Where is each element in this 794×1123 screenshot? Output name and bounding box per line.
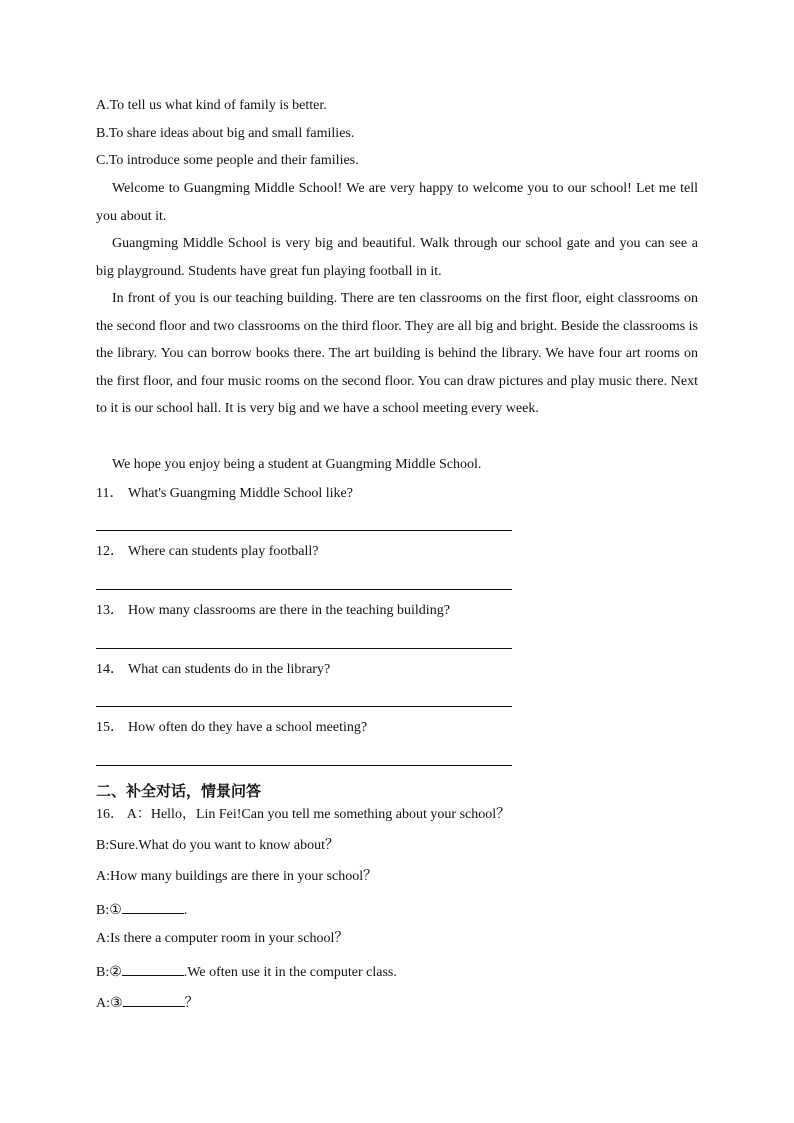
answer-blank-1[interactable] (122, 899, 184, 914)
question-number: 14． (96, 662, 124, 677)
answer-line-14[interactable] (96, 706, 512, 707)
question-number: 13． (96, 603, 124, 618)
passage-paragraph-3 (96, 285, 698, 423)
passage-text: Welcome to Guangming Middle School! We are very happy to welcome you to our school! Let me tell you about it. (96, 181, 698, 224)
dialogue-line-1: 16． A：Hello，Lin Fei!Can you tell me something about your school？ (96, 807, 511, 822)
question-text: How often do they have a school meeting? (128, 720, 368, 735)
dialogue-line-3: A:How many buildings are there in your school？ (96, 869, 378, 884)
question-number: 11． (96, 486, 124, 501)
answer-line-12[interactable] (96, 589, 512, 590)
passage-paragraph-2 (96, 230, 698, 285)
question-text: How many classrooms are there in the teaching building? (128, 603, 450, 618)
dialogue-line-5: A:Is there a computer room in your school？ (96, 931, 349, 946)
passage-text: In front of you is our teaching building. There are ten classrooms on the first floor, eight classrooms on the second floor and two classrooms on the third floor. They are all big and bright. Beside the classrooms is the library. You can borrow books there. The art building is behind the library. We have four art rooms on the first floor, and four music rooms on the second floor. You can draw pictures and play music there. Next to it is our school hall. It is very big and we have a school meeting every week. (96, 291, 699, 417)
passage-text: We hope you enjoy being a student at Guangming Middle School. (112, 457, 482, 472)
dialogue-speaker: B:② (96, 965, 122, 980)
question-number: 15． (96, 720, 124, 735)
question-13 (96, 602, 450, 620)
dialogue-tail: . (183, 903, 188, 918)
question-11 (96, 485, 353, 503)
dialogue-line-2: B:Sure.What do you want to know about？ (96, 838, 340, 853)
question-12 (96, 543, 318, 561)
answer-line-15[interactable] (96, 765, 512, 766)
dialogue-tail: .We often use it in the computer class. (183, 965, 397, 980)
dialogue-tail: ？ (184, 996, 199, 1011)
dialogue-speaker: B:① (96, 903, 122, 918)
section-heading: 二、补全对话，情景问答 (96, 782, 262, 800)
passage-paragraph-1 (96, 175, 698, 230)
dialogue-line-6 (96, 961, 397, 982)
dialogue-speaker: A:③ (96, 996, 123, 1011)
passage-paragraph-4 (96, 451, 698, 479)
option-b: B.To share ideas about big and small families. (96, 126, 355, 141)
answer-blank-3[interactable] (123, 992, 185, 1007)
question-text: What can students do in the library? (128, 662, 331, 677)
answer-line-13[interactable] (96, 648, 512, 649)
answer-line-11[interactable] (96, 530, 512, 531)
question-text: What's Guangming Middle School like? (128, 486, 353, 501)
option-c: C.To introduce some people and their families. (96, 153, 359, 168)
answer-blank-2[interactable] (122, 961, 184, 976)
question-14 (96, 661, 330, 679)
question-15 (96, 719, 367, 737)
option-a: A.To tell us what kind of family is better. (96, 98, 327, 113)
question-number: 12． (96, 544, 124, 559)
question-text: Where can students play football? (128, 544, 319, 559)
dialogue-line-4 (96, 899, 187, 920)
passage-text: Guangming Middle School is very big and beautiful. Walk through our school gate and you can see a big playground. Students have great fun playing football in it. (96, 236, 698, 279)
dialogue-line-7 (96, 992, 199, 1013)
